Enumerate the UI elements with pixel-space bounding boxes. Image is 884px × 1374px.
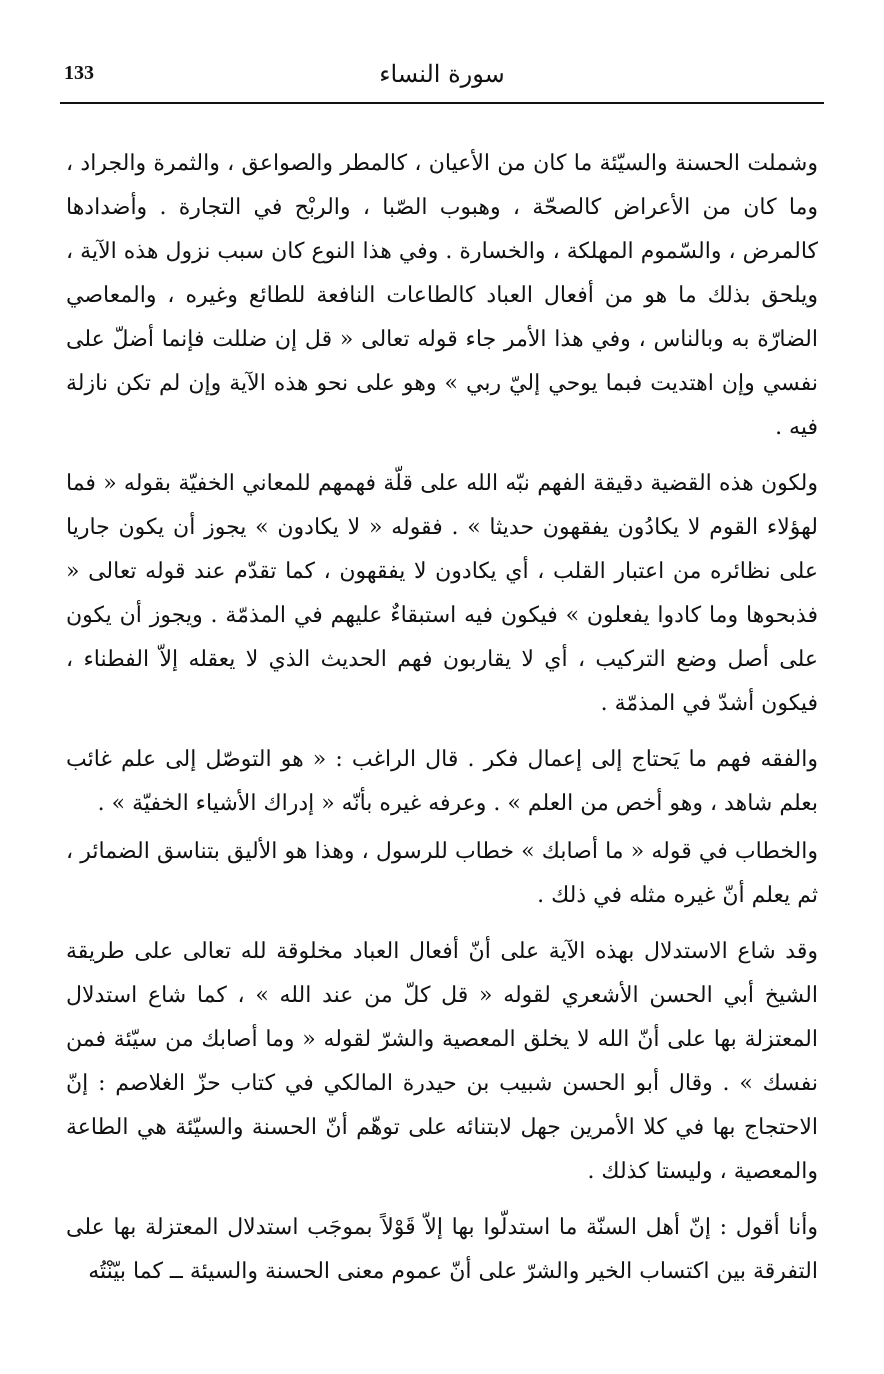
paragraph-2: ولكون هذه القضية دقيقة الفهم نبّه الله على قلّة فهمهم للمعاني الخفيّة بقوله « فما لهؤلاء القوم لا يكادُون يفقهون حديثا » . فقوله « لا يكادون » يجوز أن يكون جاريا على نظائره من اعتبار القلب ، أي يكادون لا يفقهون ، كما تقدّم عند قوله تعالى « فذبحوها وما كادوا يفعلون » فيكون فيه استبقاءٌ عليهم في المذمّة . ويجوز أن يكون على أصل وضع التركيب ، أي لا يقاربون فهم الحديث الذي لا يعقله إلاّ الفطناء ، فيكون أشدّ في المذمّة . [66,471,818,716]
running-title: سورة النساء [379,60,505,88]
page-body [66,142,818,1294]
paragraph-6: وأنا أقول : إنّ أهل السنّة ما استدلّوا بها إلاّ قَوْلاً بموجَب استدلال المعتزلة بها على التفرقة بين اكتساب الخير والشرّ على أنّ عموم معنى الحسنة والسيئة ــ كما بيّنْتُه [66,1215,818,1284]
page-header [60,58,824,102]
paragraph-5: وقد شاع الاستدلال بهذه الآية على أنّ أفعال العباد مخلوقة لله تعالى على طريقة الشيخ أبي الحسن الأشعري لقوله « قل كلّ من عند الله » ، كما شاع استدلال المعتزلة بها على أنّ الله لا يخلق المعصية والشرّ لقوله « وما أصابك من سيّئة فمن نفسك » . وقال أبو الحسن شبيب بن حيدرة المالكي في كتاب حزّ الغلاصم : إنّ الاحتجاج بها في كلا الأمرين جهل لابتنائه على توهّم أنّ الحسنة والسيّئة هي الطاعة والمعصية ، وليستا كذلك . [66,939,819,1184]
paragraph-3: والفقه فهم ما يَحتاج إلى إعمال فكر . قال الراغب : « هو التوصّل إلى علم غائب بعلم شاهد ، وهو أخص من العلم » . وعرفه غيره بأنّه « إدراك الأشياء الخفيّة » . [66,747,818,816]
paragraph-1: وشملت الحسنة والسيّئة ما كان من الأعيان ، كالمطر والصواعق ، والثمرة والجراد ، وما كان من الأعراض كالصحّة ، وهبوب الصّبا ، والربْح في التجارة . وأضدادها كالمرض ، والسّموم المهلكة ، والخسارة . وفي هذا النوع كان سبب نزول هذه الآية ، ويلحق بذلك ما هو من أفعال العباد كالطاعات النافعة للطائع وغيره ، والمعاصي الضارّة به وبالناس ، وفي هذا الأمر جاء قوله تعالى « قل إن ضللت فإنما أضلّ على نفسي وإن اهتديت فبما يوحي إليّ ربي » وهو على نحو هذه الآية وإن لم تكن نازلة فيه . [66,151,818,440]
paragraph-4: والخطاب في قوله « ما أصابك » خطاب للرسول ، وهذا هو الأليق بتناسق الضمائر ، ثم يعلم أنّ غيره مثله في ذلك . [66,839,818,908]
header-rule [60,102,824,104]
page-number: 133 [64,62,94,84]
